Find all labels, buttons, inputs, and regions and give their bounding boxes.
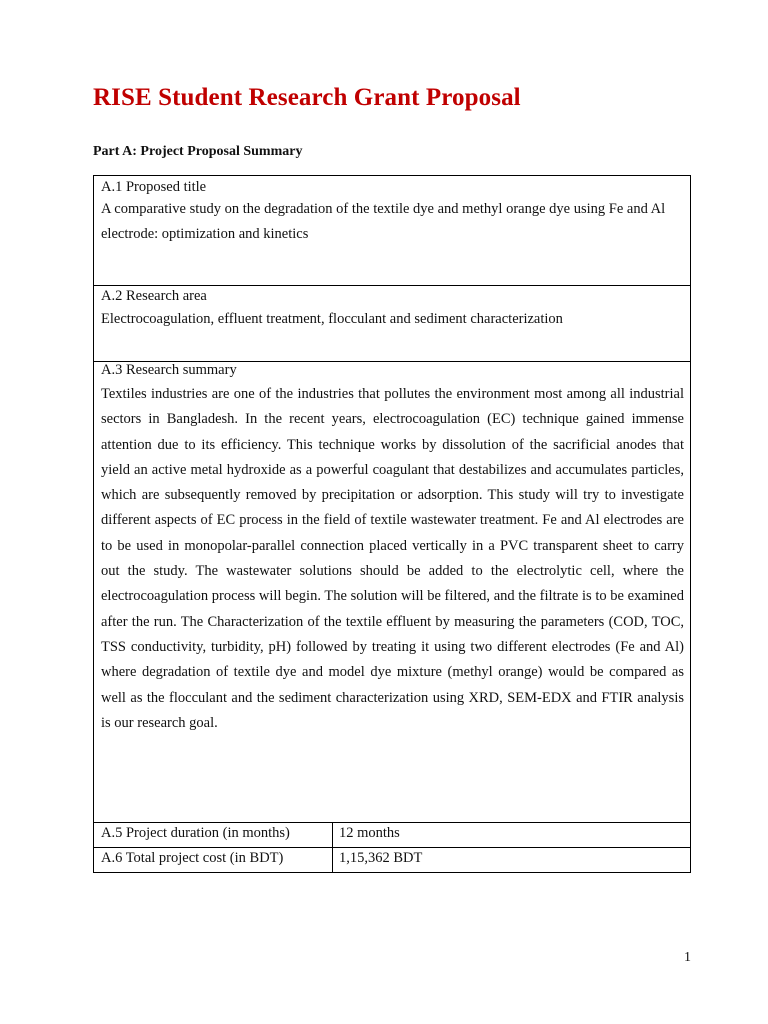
row-project-duration: [93, 822, 691, 848]
research-area-value: Electrocoagulation, effluent treatment, flocculant and sediment characterization: [101, 311, 563, 327]
project-duration-value-cell: [332, 823, 690, 847]
document-title: RISE Student Research Grant Proposal: [93, 84, 521, 111]
project-duration-label-cell: [94, 823, 333, 847]
project-duration-label: A.5 Project duration (in months): [101, 825, 290, 841]
section-research-area: [93, 285, 691, 362]
section-proposed-title: [93, 175, 691, 286]
page-number: 1: [684, 950, 691, 965]
part-heading: Part A: Project Proposal Summary: [93, 144, 303, 159]
project-cost-label: A.6 Total project cost (in BDT): [101, 850, 284, 866]
research-area-label: A.2 Research area: [101, 288, 207, 304]
project-cost-value-cell: [332, 848, 690, 872]
section-research-summary: [93, 361, 691, 823]
project-cost-value: 1,15,362 BDT: [339, 850, 423, 866]
research-summary-label: A.3 Research summary: [101, 362, 237, 378]
proposed-title-value: A comparative study on the degradation of the textile dye and methyl orange dye using Fe and Al electrode: optimization and kinetics: [101, 201, 666, 243]
project-cost-label-cell: [94, 848, 333, 872]
row-project-cost: [93, 847, 691, 873]
project-duration-value: 12 months: [339, 825, 400, 841]
proposed-title-label: A.1 Proposed title: [101, 179, 207, 195]
research-summary-value: Textiles industries are one of the industries that pollutes the environment most among all industrial sectors in Bangladesh. In the recent years, electrocoagulation (EC) technique gained immense attention due to its efficiency. This technique works by dissolution of the sacrificial anodes that yield an active metal hydroxide as a powerful coagulant that destabilizes and accumulates particles, which are subsequently removed by precipitation or adsorption. This study will try to investigate different aspects of EC process in the field of textile wastewater treatment. Fe and Al electrodes are to be used in monopolar-parallel connection placed vertically in a PVC transparent sheet to carry out the study. The wastewater solutions should be added to the electrolytic cell, where the electrocoagulation process will begin. The solution will be filtered, and the filtrate is to be examined after the run. The Characterization of the textile effluent by measuring the parameters (COD, TOC, TSS conductivity, turbidity, pH) followed by treating it using two different electrodes (Fe and Al) where degradation of textile dye and model dye mixture (methyl orange) would be compared as well as the flocculant and the sediment characterization using XRD, SEM-EDX and FTIR analysis is our research goal.: [101, 386, 684, 731]
